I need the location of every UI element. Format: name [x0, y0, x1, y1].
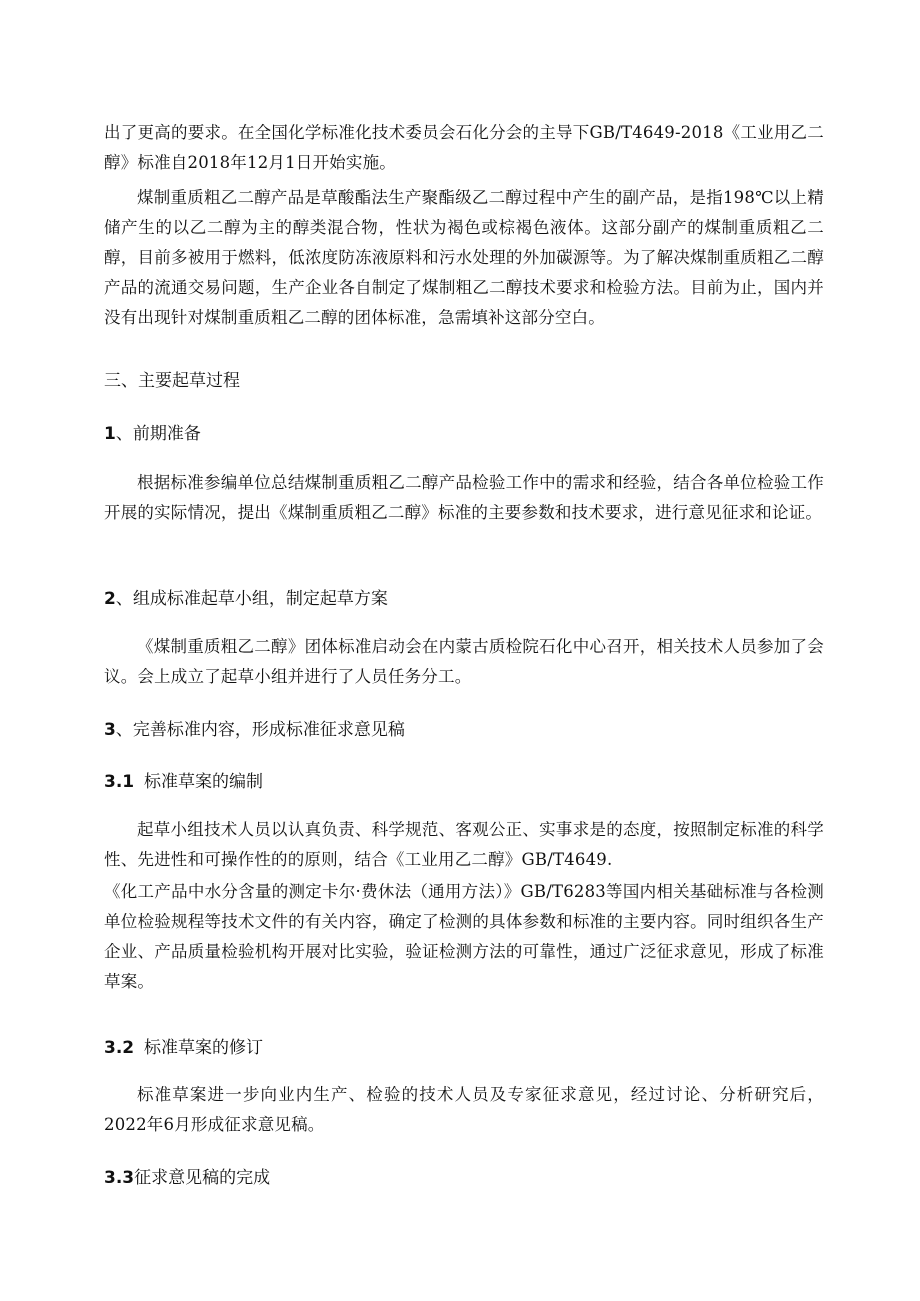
heading-title: 、完善标准内容，形成标准征求意见稿 [115, 720, 405, 740]
paragraph-intro-tail: 出了更高的要求。在全国化学标准化技术委员会石化分会的主导下GB/T4649-2018《工业用乙二醇》标准自2018年12月1日开始实施。 [104, 123, 824, 172]
heading-title: 、前期准备 [115, 424, 201, 444]
heading-number: 3.2 [104, 1038, 135, 1058]
paragraph-draft-compilation-2: 《化工产品中水分含量的测定卡尔·费休法（通用方法）》GB/T6283等国内相关基础标准与各检测单位检验规程等技术文件的有关内容，确定了检测的具体参数和标准的主要内容。同时组织各生产企业、产品质量检验机构开展对比实验，验证检测方法的可靠性，通过广泛征求意见，形成了标准草案。 [104, 882, 824, 991]
heading-improve-content [104, 716, 824, 744]
paragraph-draft-revision: 标准草案进一步向业内生产、检验的技术人员及专家征求意见，经过讨论、分析研究后，2022年6月形成征求意见稿。 [104, 1085, 824, 1134]
heading-number: 1 [104, 424, 116, 444]
heading-title: 征求意见稿的完成 [134, 1168, 271, 1188]
heading-number: 3.1 [104, 772, 135, 792]
section-heading-drafting-process: 三、主要起草过程 [104, 371, 240, 391]
heading-drafting-group [104, 585, 824, 613]
heading-number: 3.3 [104, 1168, 135, 1188]
heading-title: 、组成标准起草小组，制定起草方案 [115, 589, 388, 609]
heading-title: 标准草案的修订 [144, 1038, 263, 1058]
paragraph-byproduct: 煤制重质粗乙二醇产品是草酸酯法生产聚酯级乙二醇过程中产生的副产品，是指198℃以上精储产生的以乙二醇为主的醇类混合物，性状为褐色或棕褐色液体。这部分副产的煤制重质粗乙二醇，目前多被用于燃料，低浓度防冻液原料和污水处理的外加碳源等。为了解决煤制重质粗乙二醇产品的流通交易问题，生产企业各自制定了煤制粗乙二醇技术要求和检验方法。目前为止，国内并没有出现针对煤制重质粗乙二醇的团体标准，急需填补这部分空白。 [104, 188, 824, 327]
heading-draft-compilation [104, 768, 824, 796]
heading-preliminary-preparation [104, 420, 824, 448]
heading-title: 标准草案的编制 [144, 772, 263, 792]
heading-consultation-draft-completion [104, 1164, 824, 1192]
heading-draft-revision [104, 1034, 824, 1062]
heading-number: 3 [104, 720, 116, 740]
heading-number: 2 [104, 589, 116, 609]
paragraph-draft-compilation-1: 起草小组技术人员以认真负责、科学规范、客观公正、实事求是的态度，按照制定标准的科学性、先进性和可操作性的的原则，结合《工业用乙二醇》GB/T4649. [104, 820, 824, 869]
paragraph-preparation: 根据标准参编单位总结煤制重质粗乙二醇产品检验工作中的需求和经验，结合各单位检验工作开展的实际情况，提出《煤制重质粗乙二醇》标准的主要参数和技术要求，进行意见征求和论证。 [104, 473, 824, 522]
paragraph-drafting-group: 《煤制重质粗乙二醇》团体标准启动会在内蒙古质检院石化中心召开，相关技术人员参加了会议。会上成立了起草小组并进行了人员任务分工。 [104, 637, 824, 686]
